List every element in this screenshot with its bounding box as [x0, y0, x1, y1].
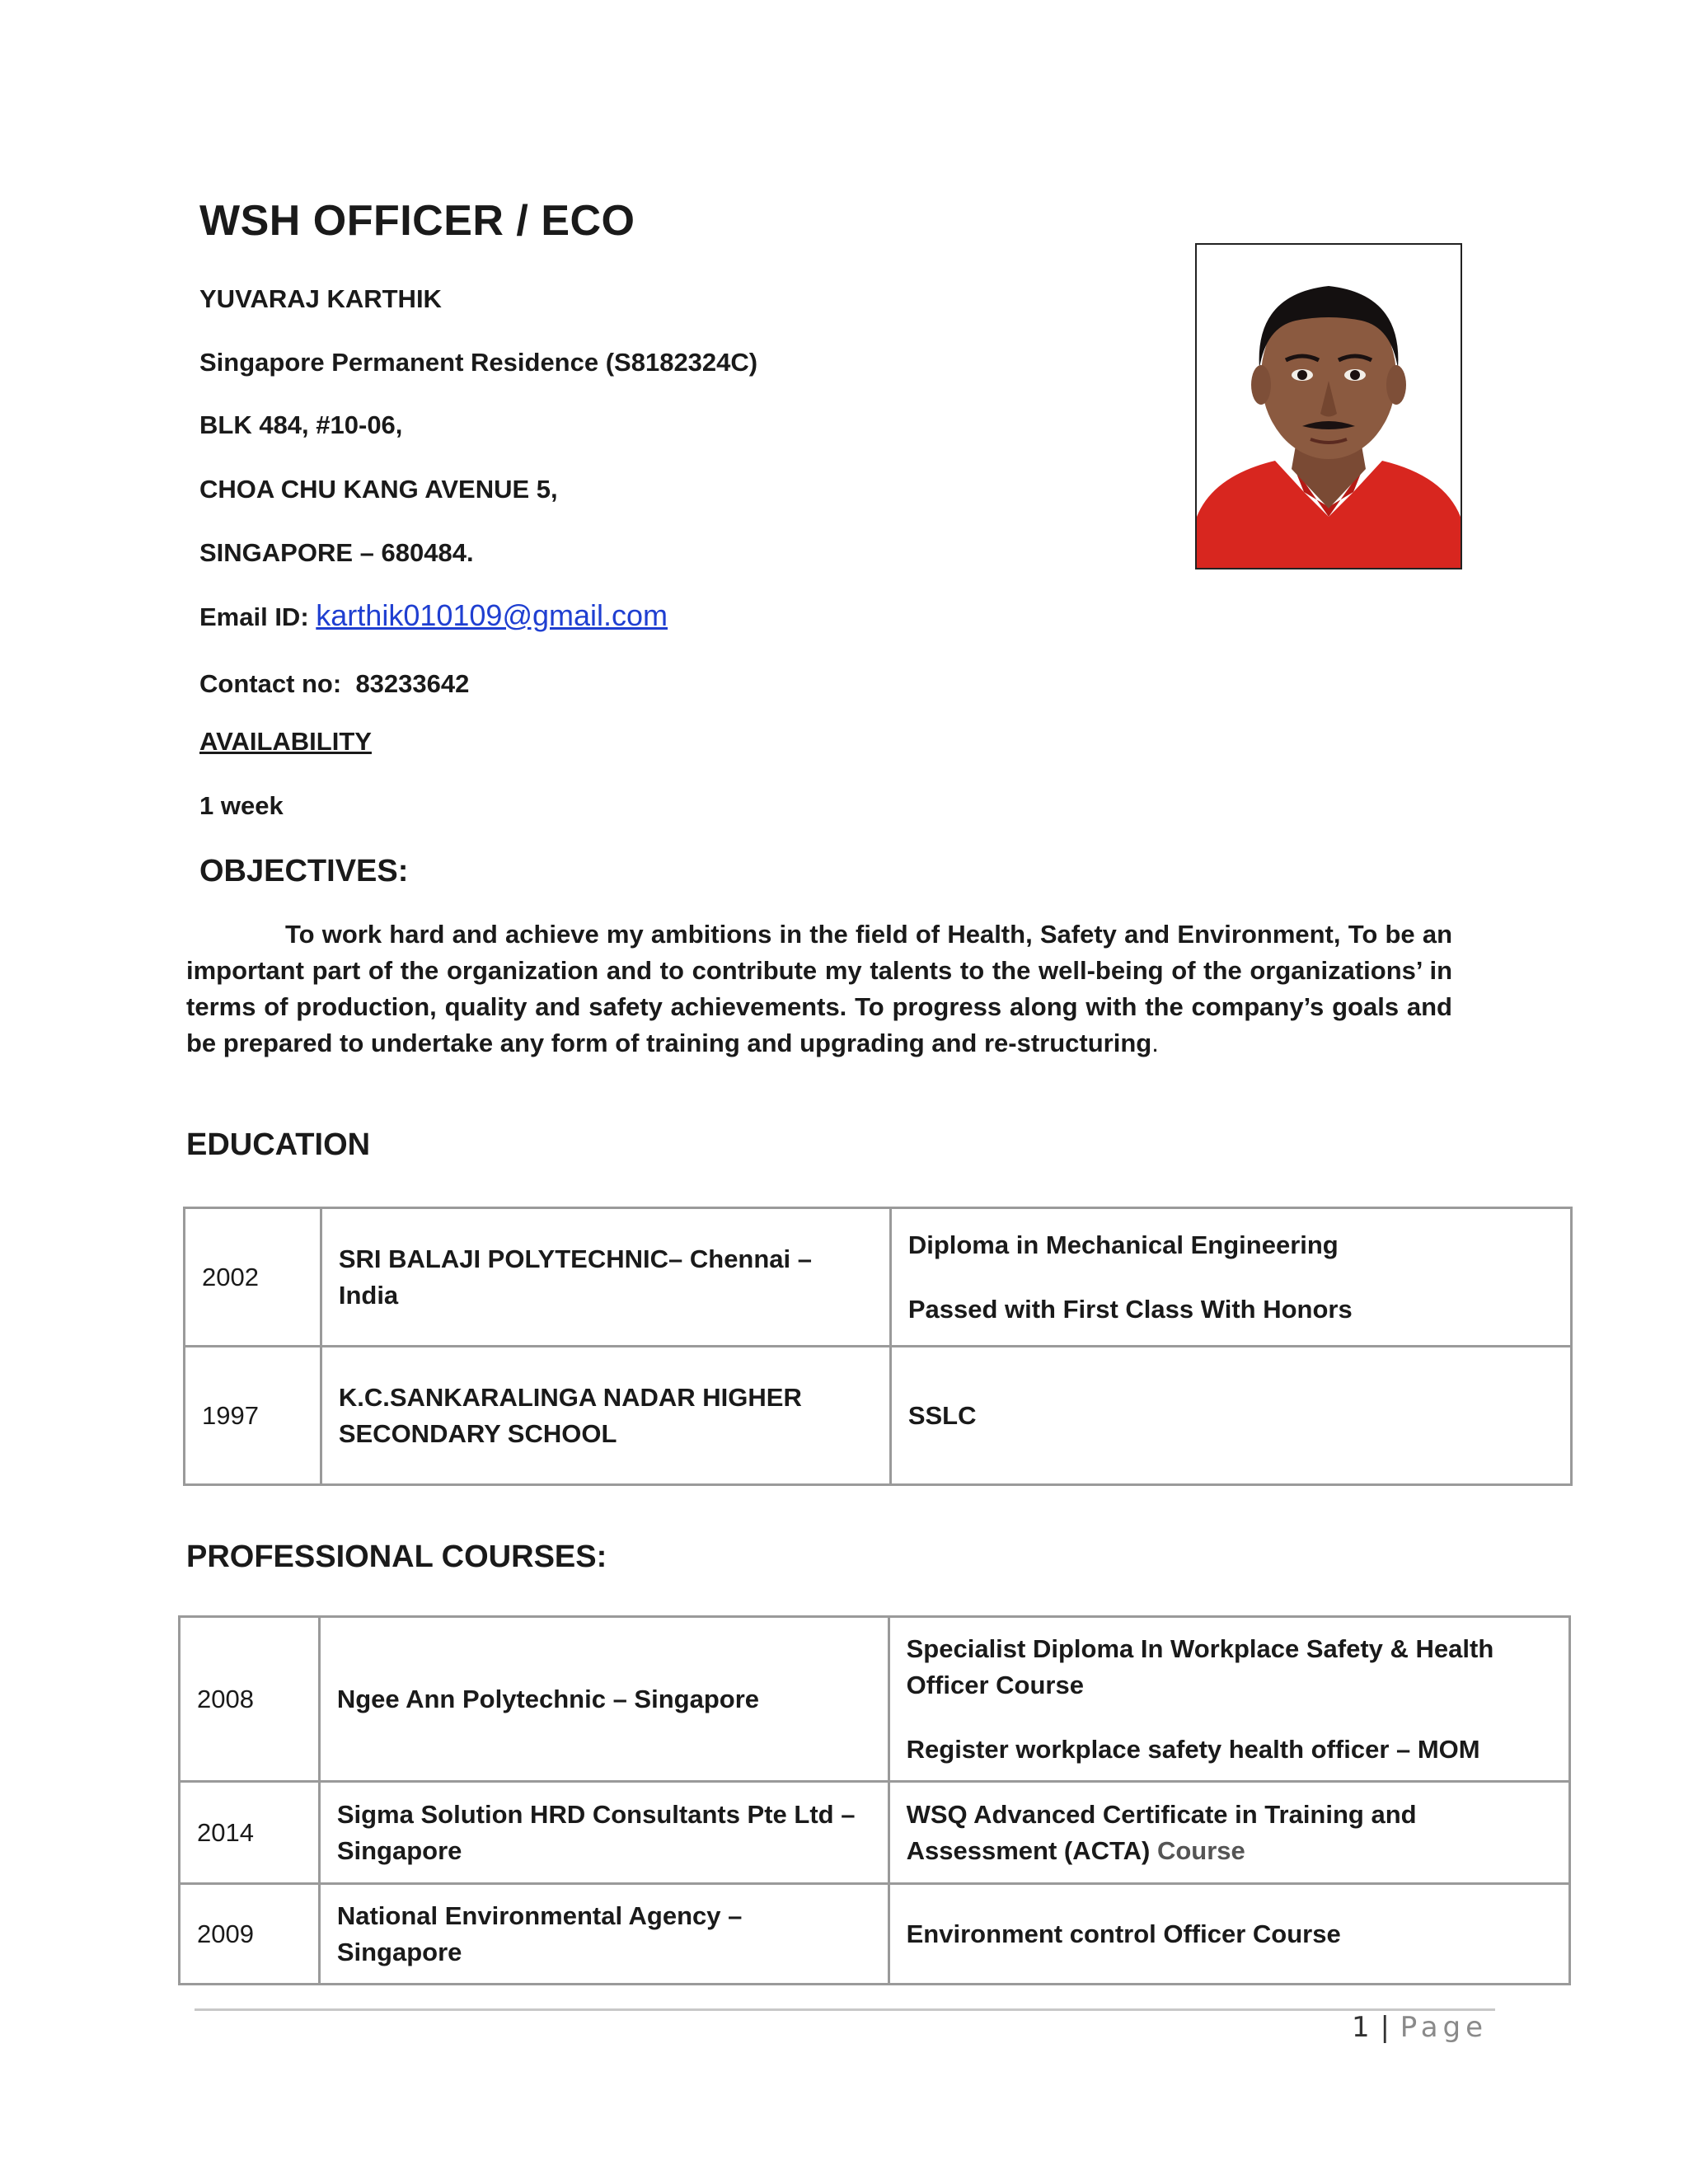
page-label: Page — [1400, 2011, 1489, 2044]
contact-label: Contact no: — [199, 669, 342, 698]
education-institution: SRI BALAJI POLYTECHNIC– Chennai – India — [321, 1208, 890, 1347]
page-number: 1 — [1352, 2011, 1371, 2044]
course-year: 2014 — [180, 1782, 320, 1884]
profile-photo-image — [1197, 245, 1461, 568]
education-note: Passed with First Class With Honors — [907, 1294, 1353, 1324]
course-institution: Sigma Solution HRD Consultants Pte Ltd – Singapore — [319, 1782, 889, 1884]
education-institution: K.C.SANKARALINGA NADAR HIGHER SECONDARY SCHOOL — [321, 1347, 890, 1485]
education-heading: EDUCATION — [186, 1127, 371, 1162]
objectives-paragraph — [186, 916, 1452, 1062]
contact-row — [199, 669, 469, 699]
courses-heading: PROFESSIONAL COURSES: — [186, 1540, 607, 1574]
address-line-2: CHOA CHU KANG AVENUE 5, — [199, 475, 558, 504]
course-name: Specialist Diploma In Workplace Safety & Health Officer Course — [906, 1633, 1494, 1699]
education-table — [183, 1207, 1573, 1486]
availability-value: 1 week — [199, 791, 284, 820]
residence-status: Singapore Permanent Residence (S8182324C) — [199, 348, 758, 377]
course-year: 2008 — [180, 1617, 320, 1782]
objectives-text-end: . — [1151, 1029, 1159, 1057]
course-institution: National Environmental Agency – Singapore — [319, 1884, 889, 1985]
email-link[interactable]: karthik010109@gmail.com — [316, 598, 668, 632]
course-institution: Ngee Ann Polytechnic – Singapore — [319, 1617, 889, 1782]
page-footer — [1352, 2011, 1488, 2044]
table-row — [180, 1884, 1570, 1985]
email-row — [199, 598, 668, 633]
education-qualification: SSLC — [890, 1347, 1571, 1485]
profile-photo — [1195, 243, 1462, 569]
page-separator: | — [1380, 2011, 1390, 2044]
table-row — [180, 1617, 1570, 1782]
course-name-suffix: Course — [1156, 1835, 1245, 1865]
footer-divider — [195, 2008, 1495, 2011]
course-name-cell — [889, 1782, 1569, 1884]
availability-label: AVAILABILITY — [199, 727, 372, 756]
resume-title: WSH OFFICER / ECO — [199, 197, 635, 245]
course-year: 2009 — [180, 1884, 320, 1985]
education-qualification-cell — [890, 1208, 1571, 1347]
courses-table — [178, 1615, 1571, 1985]
table-row — [185, 1347, 1572, 1485]
education-year: 2002 — [185, 1208, 321, 1347]
table-row — [185, 1208, 1572, 1347]
address-line-1: BLK 484, #10-06, — [199, 410, 403, 439]
table-row — [180, 1782, 1570, 1884]
address-line-3: SINGAPORE – 680484. — [199, 538, 474, 567]
course-name: WSQ Advanced Certificate in Training and Assessment (ACTA) — [906, 1799, 1417, 1865]
candidate-name: YUVARAJ KARTHIK — [199, 284, 442, 313]
course-name: Environment control Officer Course — [889, 1884, 1569, 1985]
contact-value: 83233642 — [355, 669, 470, 698]
education-qualification: Diploma in Mechanical Engineering — [907, 1230, 1339, 1259]
objectives-heading: OBJECTIVES: — [199, 854, 409, 888]
education-year: 1997 — [185, 1347, 321, 1485]
objectives-text: To work hard and achieve my ambitions in the field of Health, Safety and Environment, To be an important part of the organization and to contribute my talents to the well-being of the organizations’ in terms of production, quality and safety achievements. To progress along with the company’s goals and be prepared to undertake any form of training and upgrading and re-structuring — [186, 920, 1452, 1057]
course-name-cell — [889, 1617, 1569, 1782]
course-note: Register workplace safety health officer – MOM — [906, 1734, 1480, 1764]
email-label: Email ID: — [199, 602, 309, 631]
